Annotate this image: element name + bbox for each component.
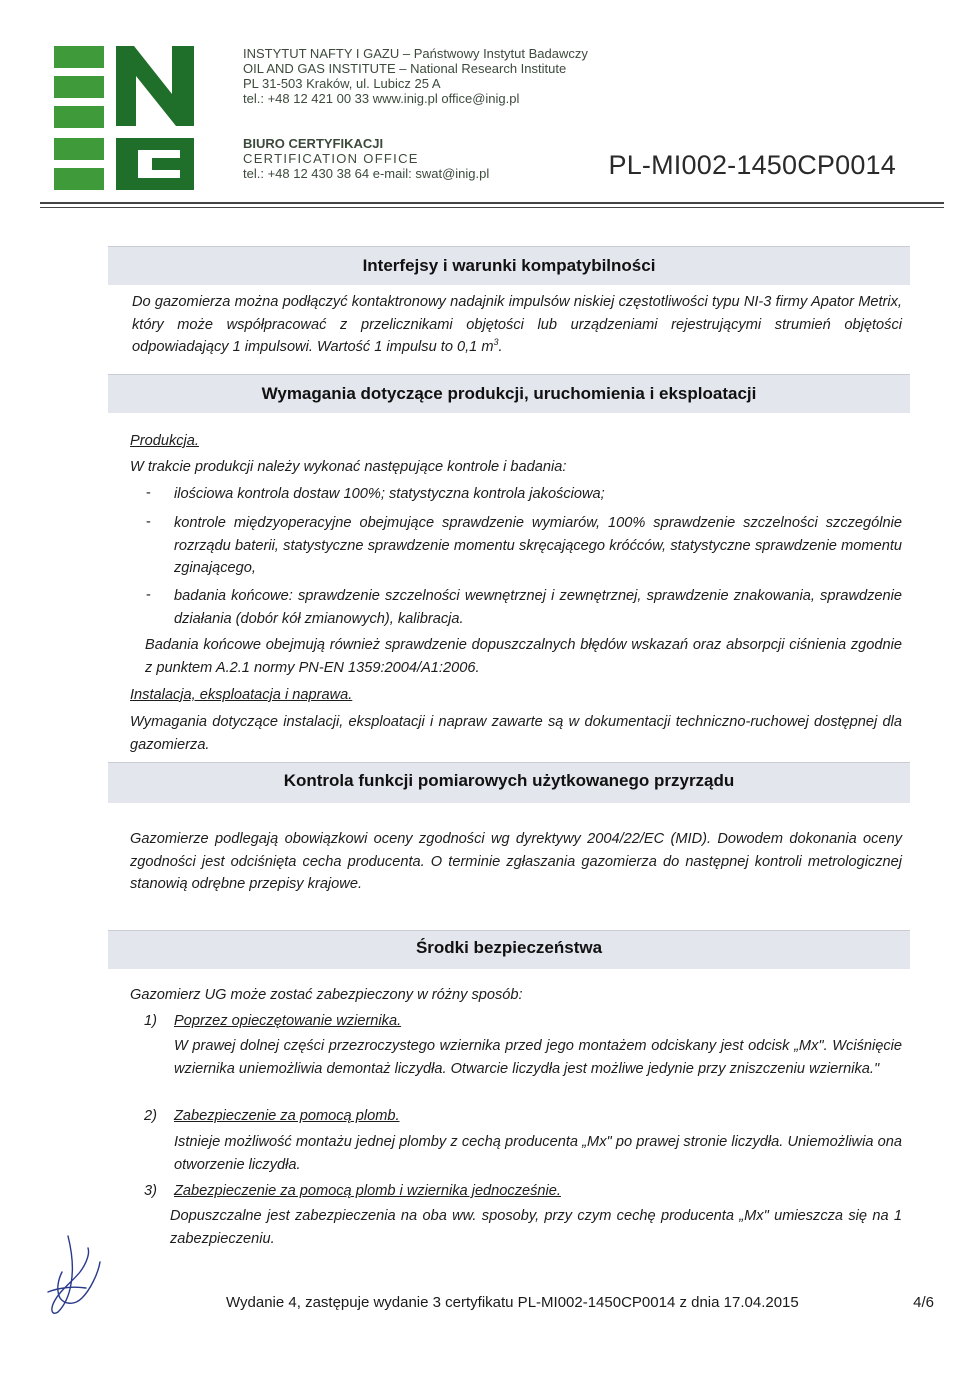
institute-name-en: OIL AND GAS INSTITUTE – National Research Institute — [243, 61, 567, 76]
section-heading-interfaces: Interfejsy i warunki kompatybilności — [108, 246, 910, 285]
section-heading-security: Środki bezpieczeństwa — [108, 930, 910, 969]
security-item-1-heading: Poprzez opieczętowanie wziernika. — [174, 1013, 402, 1029]
institute-address: PL 31-503 Kraków, ul. Lubicz 25 A — [243, 76, 441, 91]
security-item-1-text: W prawej dolnej części przezroczystego wziernika przed jego montażem odciskany jest odcisk „Mx". Wciśnięcie wziernika uniemożliwia demontaż liczydła. Otwarcie liczydła jest możliwe jedynie przy zniszczeniu wziernika." — [174, 1038, 902, 1077]
institute-header — [243, 46, 588, 106]
installation-paragraph: Wymagania dotyczące instalacji, eksploatacji i napraw zawarte są w dokumentacji techniczno-ruchowej dostępnej dla gazomierza. — [130, 714, 902, 753]
production-item-2: kontrole międzyoperacyjne obejmujące sprawdzenie wymiarów, 100% sprawdzenie szczelności szczególnie rozrządu baterii, statystyczne sprawdzenie momentu skręcającego króćców, statystyczne sprawdzenie momentu zginającego, — [174, 515, 902, 576]
security-item-number: 1) — [144, 1013, 157, 1029]
production-heading: Produkcja. — [130, 433, 199, 449]
office-name-en: CERTIFICATION OFFICE — [243, 151, 419, 166]
production-item-3: badania końcowe: sprawdzenie szczelności wewnętrznej i zewnętrznej, sprawdzenie znakowania, sprawdzenie działania (dobór kół zmianowych), kalibracja. — [174, 588, 902, 627]
list-dash: - — [146, 485, 151, 501]
security-intro: Gazomierz UG może zostać zabezpieczony w różny sposób: — [130, 987, 523, 1003]
page-number: 4/6 — [913, 1294, 934, 1311]
institute-contact: tel.: +48 12 421 00 33 www.inig.pl office@inig.pl — [243, 91, 520, 106]
header-divider-thin — [40, 207, 944, 208]
interfaces-text: Do gazomierza można podłączyć kontaktronowy nadajnik impulsów niskiej częstotliwości typu NI-3 firmy Apator Metrix, który może współpracować z przelicznikami objętości lub urządzeniami rejestrującymi strumień objętości odpowiadający 1 impulsowi. Wartość 1 impulsu to 0,1 m — [132, 294, 902, 355]
security-item-2-text: Istnieje możliwość montażu jednej plomby z cechą producenta „Mx" po prawej stronie liczydła. Uniemożliwia ona otworzenie liczydła. — [174, 1134, 902, 1173]
security-item-3-heading: Zabezpieczenie za pomocą plomb i wziernika jednocześnie. — [174, 1183, 561, 1199]
security-item-2-heading: Zabezpieczenie za pomocą plomb. — [174, 1108, 400, 1124]
control-paragraph: Gazomierze podlegają obowiązkowi oceny zgodności wg dyrektywy 2004/22/EC (MID). Dowodem dokonania oceny zgodności jest odciśnięta cecha producenta. O terminie zgłaszania gazomierza do następnej kontroli metrologicznej stanowią odrębne przepisy krajowe. — [130, 831, 902, 892]
certificate-number: PL-MI002-1450CP0014 — [608, 150, 896, 180]
production-intro: W trakcie produkcji należy wykonać następujące kontrole i badania: — [130, 459, 567, 475]
security-item-number: 2) — [144, 1108, 157, 1124]
list-dash: - — [146, 587, 151, 603]
institute-name-pl: INSTYTUT NAFTY I GAZU – Państwowy Instytut Badawczy — [243, 46, 588, 61]
installation-heading: Instalacja, eksploatacja i naprawa. — [130, 687, 353, 703]
section-heading-control: Kontrola funkcji pomiarowych użytkowanego przyrządu — [108, 762, 910, 803]
office-name-pl: BIURO CERTYFIKACJI — [243, 136, 384, 151]
inig-logo — [54, 46, 194, 190]
certification-office-header — [243, 136, 489, 181]
edition-note: Wydanie 4, zastępuje wydanie 3 certyfikatu PL-MI002-1450CP0014 z dnia 17.04.2015 — [226, 1294, 799, 1311]
section-heading-requirements: Wymagania dotyczące produkcji, uruchomienia i eksploatacji — [108, 374, 910, 413]
header-divider — [40, 202, 944, 204]
office-contact: tel.: +48 12 430 38 64 e-mail: swat@inig.pl — [243, 166, 490, 181]
list-dash: - — [146, 514, 151, 530]
handwritten-signature — [38, 1232, 102, 1318]
production-item-1: ilościowa kontrola dostaw 100%; statystyczna kontrola jakościowa; — [174, 486, 605, 502]
security-item-3-text: Dopuszczalne jest zabezpieczenia na oba ww. sposoby, przy czym cechę producenta „Mx" umieszcza się na 1 zabezpieczeniu. — [170, 1208, 902, 1247]
interfaces-paragraph — [132, 291, 902, 359]
security-item-number: 3) — [144, 1183, 157, 1199]
interfaces-end: . — [498, 339, 503, 355]
final-tests-paragraph: Badania końcowe obejmują również sprawdzenie dopuszczalnych błędów wskazań oraz absorpcji ciśnienia zgodnie z punktem A.2.1 normy PN-EN 1359:2004/A1:2006. — [145, 637, 902, 676]
superscript-3: 3 — [493, 337, 499, 348]
